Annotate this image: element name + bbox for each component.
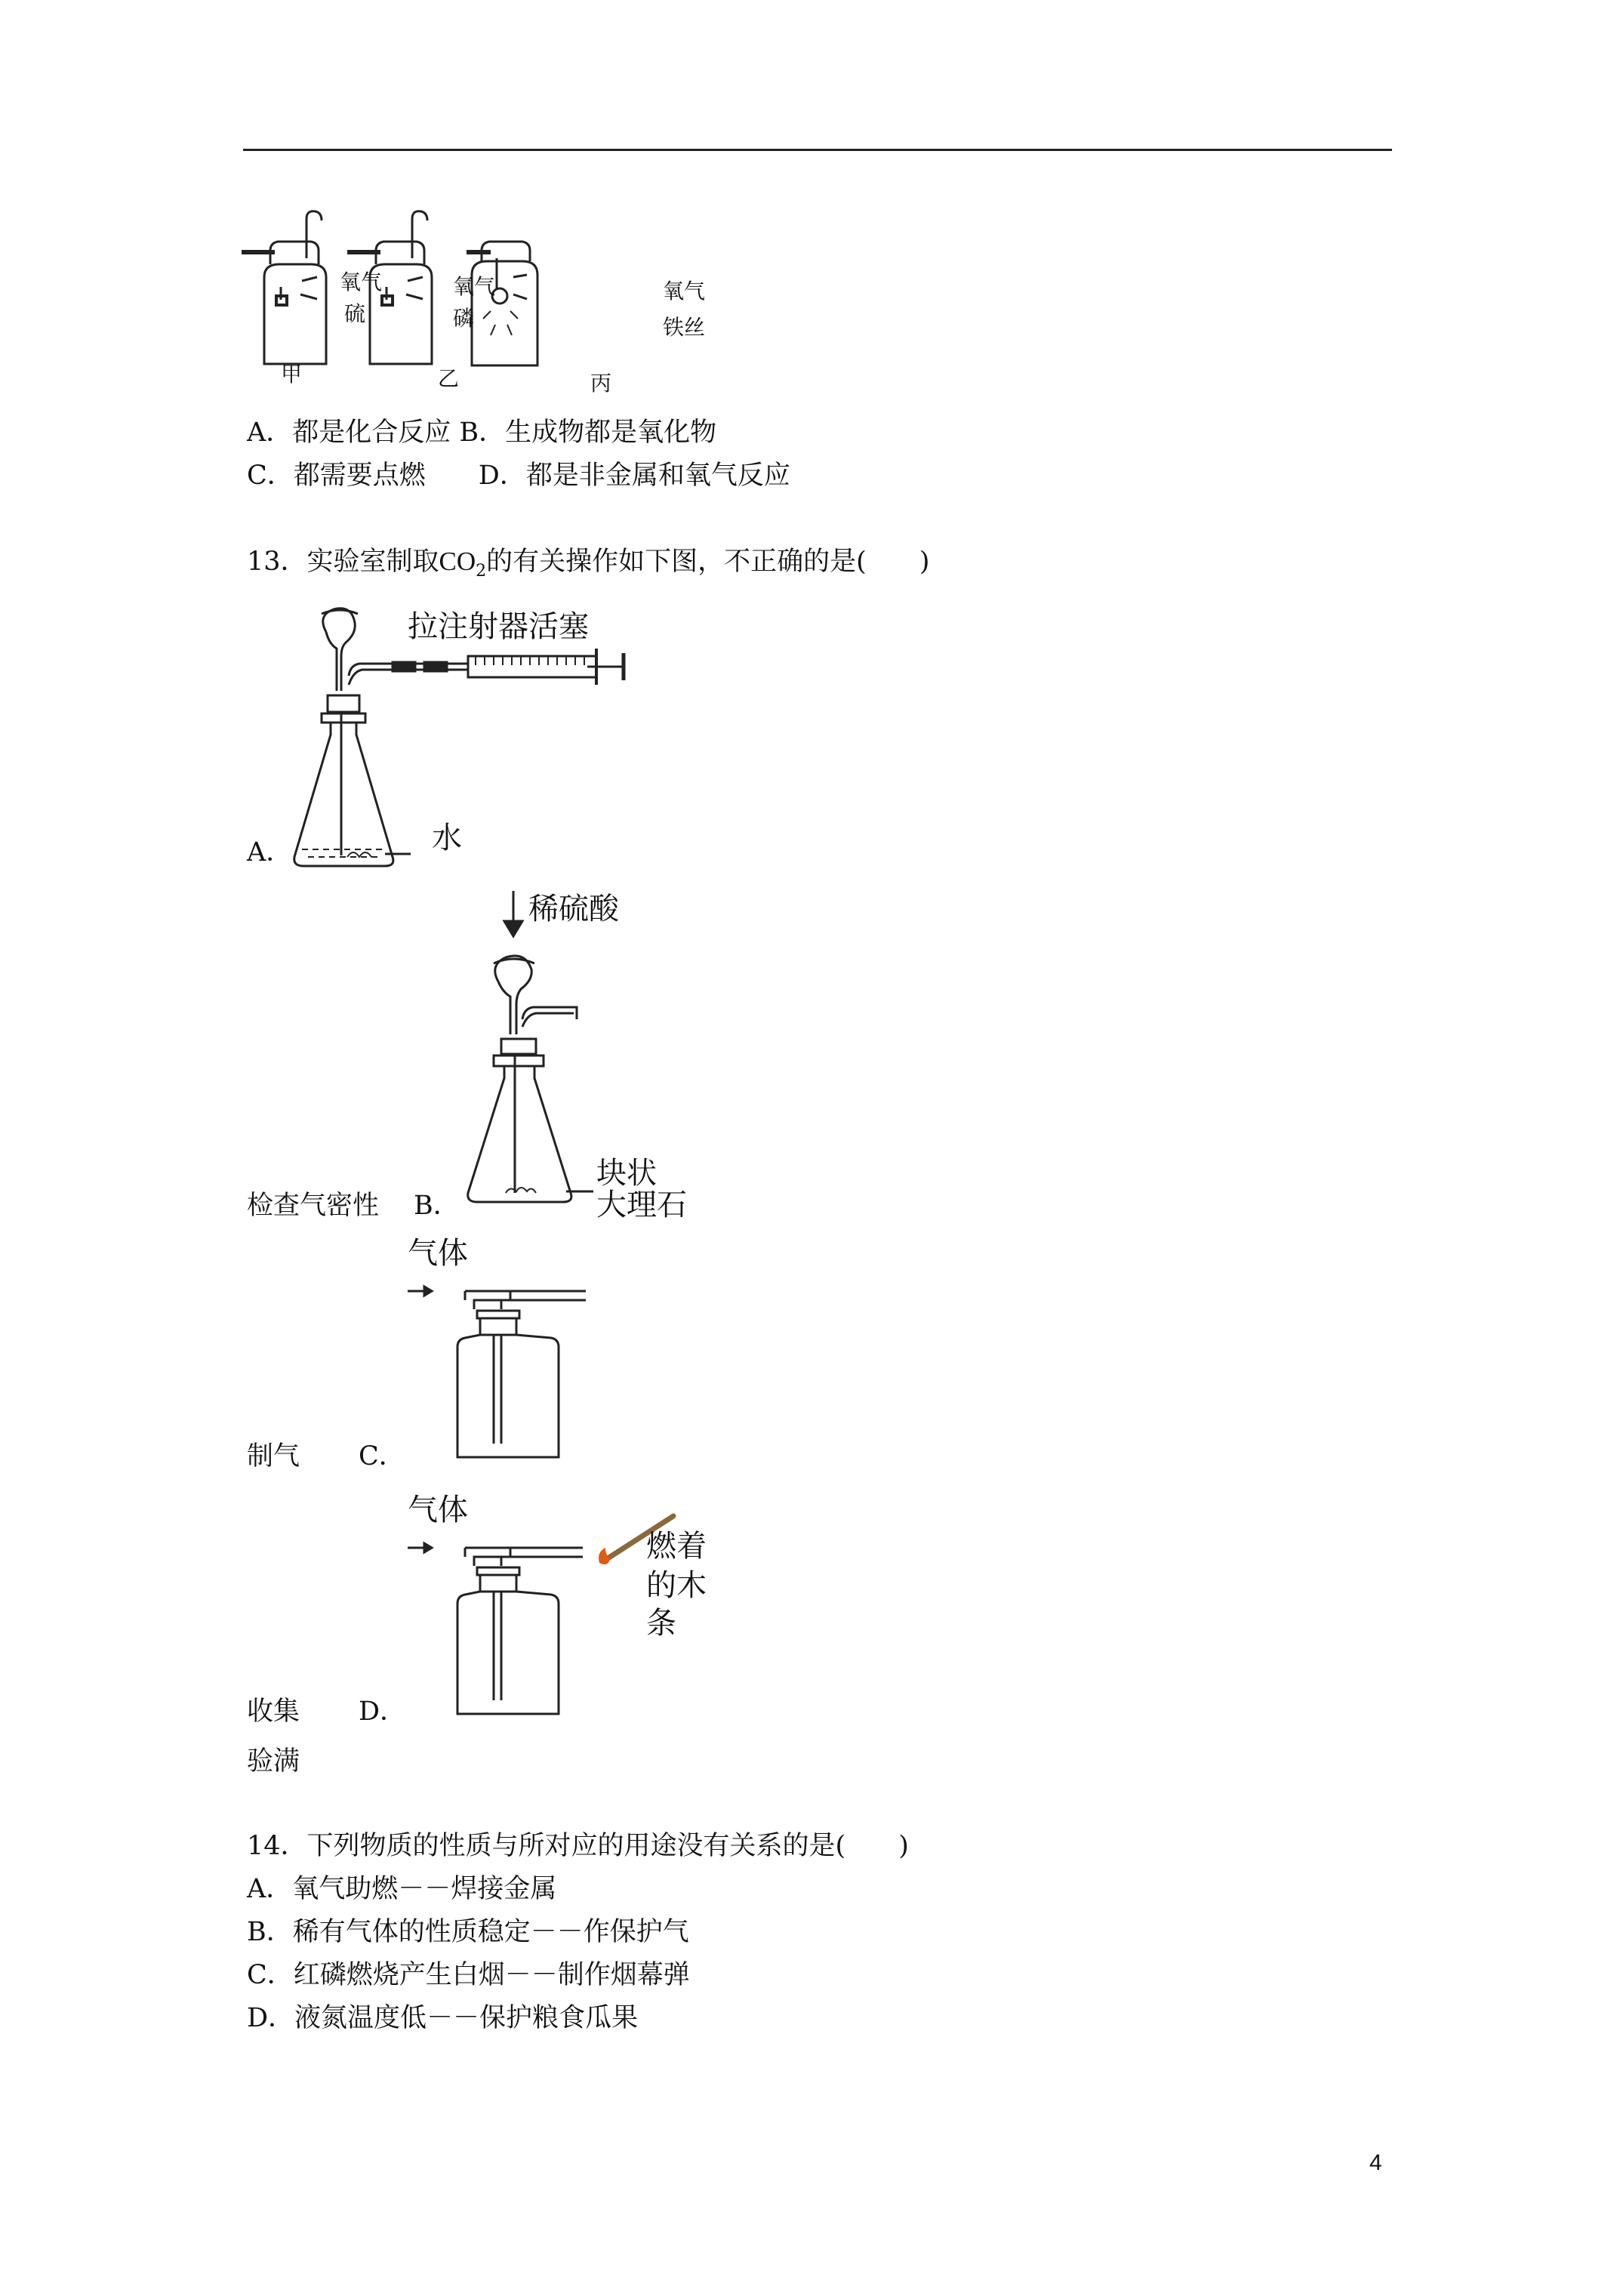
q13-d-letter: D． <box>359 1697 407 1727</box>
q13-stem <box>247 548 929 580</box>
q12-bing-gas-label: 氧气 <box>663 279 706 304</box>
q14-option-d: D．液氮温度低－－保护粮食瓜果 <box>247 2003 639 2033</box>
q12-jia-sulfur-label: 硫 <box>344 301 366 326</box>
q13-d-stick-label-1: 燃着 <box>646 1529 707 1564</box>
q13-stem-pre: 13．实验室制取 <box>247 547 439 577</box>
q13-c-caption: 收集 <box>247 1697 300 1727</box>
q13-stem-subscript: 2 <box>476 562 487 581</box>
q13-c-gas-label: 气体 <box>408 1236 468 1271</box>
q12-yi-caption: 乙 <box>438 366 460 391</box>
q13-b-marble-label-2: 大理石 <box>596 1188 687 1222</box>
q12-bing-iron-wire-label: 铁丝 <box>663 315 706 340</box>
q12-jia-caption: 甲 <box>281 362 303 387</box>
q13-b-marble-label-1: 块状 <box>596 1156 657 1191</box>
q12-combustion-figure <box>242 205 725 409</box>
q12-yi-gas-label: 氧气 <box>453 274 496 299</box>
q13-d-caption: 验满 <box>247 1746 300 1777</box>
q14-option-b: B．稀有气体的性质稳定－－作保护气 <box>247 1917 689 1947</box>
q13-stem-co: CO <box>439 547 476 576</box>
q13-stem-post: 的有关操作如下图，不正确的是( ) <box>486 547 930 577</box>
q13-c-collection-figure <box>408 1268 604 1472</box>
q13-a-caption: 检查气密性 <box>247 1191 380 1221</box>
q13-a-water-label: 水 <box>432 821 462 855</box>
page-number: 4 <box>1369 2150 1382 2175</box>
q13-a-letter: A． <box>247 837 293 868</box>
q12-options-line1: A．都是化合反应 B．生成物都是氧化物 <box>247 418 717 448</box>
q12-yi-phosphorus-label: 磷 <box>453 306 475 331</box>
q14-stem: 14．下列物质的性质与所对应的用途没有关系的是( ) <box>247 1831 909 1861</box>
q13-b-letter: B． <box>414 1191 460 1221</box>
q12-jia-gas-label: 氧气 <box>340 270 383 294</box>
q13-b-acid-label: 稀硫酸 <box>528 892 619 926</box>
q12-bing-caption: 丙 <box>590 371 612 396</box>
q13-d-stick-label-2: 的木 <box>646 1568 707 1603</box>
q13-d-stick-label-3: 条 <box>646 1606 676 1641</box>
q13-a-syringe-label: 拉注射器活塞 <box>408 609 589 644</box>
q12-options-line2: C．都需要点燃 D．都是非金属和氧气反应 <box>247 461 790 491</box>
q14-option-c: C．红磷燃烧产生白烟－－制作烟幕弹 <box>247 1960 690 1990</box>
header-rule <box>243 149 1392 151</box>
q13-d-gas-label: 气体 <box>408 1493 468 1527</box>
q14-option-a: A．氧气助燃－－焊接金属 <box>247 1874 557 1904</box>
q13-b-caption: 制气 <box>247 1441 300 1472</box>
q13-c-letter: C． <box>359 1441 405 1472</box>
